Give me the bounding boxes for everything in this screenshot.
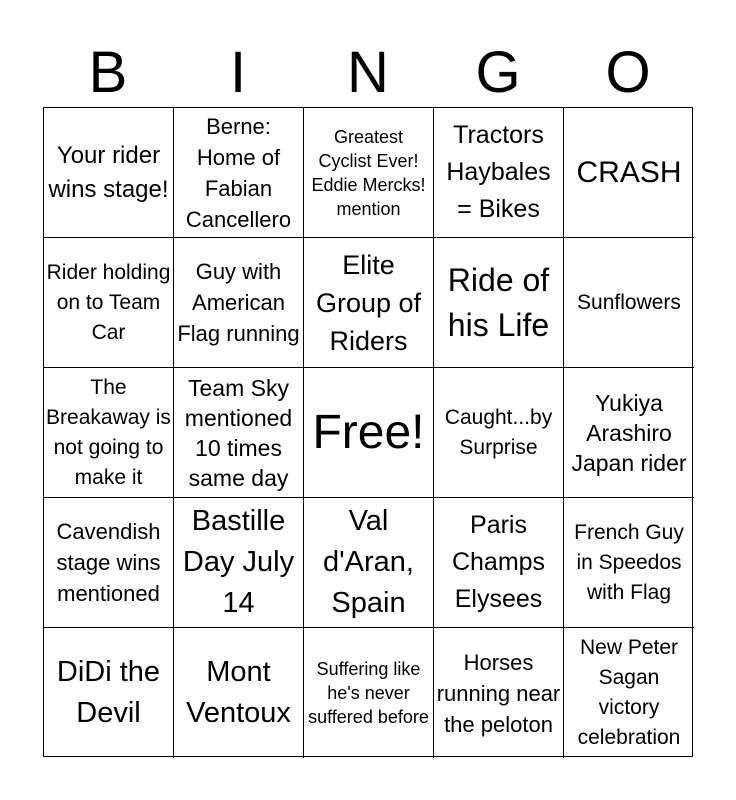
- bingo-cell-r5c2[interactable]: [174, 628, 304, 758]
- bingo-cell-r5c5[interactable]: [564, 628, 694, 758]
- bingo-cell-r3c1[interactable]: [44, 368, 174, 498]
- bingo-cell-text: Guy with American Flag running: [177, 259, 300, 346]
- bingo-cell-text: Berne: Home of Fabian Cancellero: [185, 113, 292, 232]
- header-letter-n: N: [347, 40, 389, 105]
- bingo-cell-text: Bastille Day July 14: [182, 505, 295, 619]
- bingo-cell-text: Yukiya Arashiro Japan rider: [571, 389, 687, 476]
- bingo-cell-free-space[interactable]: [304, 368, 434, 498]
- bingo-cell-r1c3[interactable]: [304, 108, 434, 238]
- bingo-cell-text: The Breakaway is not going to make it: [46, 375, 171, 489]
- header-letter-g: G: [475, 40, 521, 105]
- bingo-cell-text: Your rider wins stage!: [48, 141, 169, 203]
- bingo-cell-text: CRASH: [576, 155, 682, 189]
- bingo-cell-text: French Guy in Speedos with Flag: [574, 520, 684, 604]
- bingo-cell-r3c4[interactable]: [434, 368, 564, 498]
- bingo-card-grid: [43, 107, 693, 757]
- bingo-cell-r4c2[interactable]: [174, 498, 304, 628]
- bingo-cell-r2c1[interactable]: [44, 238, 174, 368]
- bingo-cell-r1c5[interactable]: [564, 108, 694, 238]
- bingo-cell-r4c1[interactable]: [44, 498, 174, 628]
- header-letter-i: I: [229, 40, 247, 105]
- bingo-cell-text: Elite Group of Riders: [315, 249, 422, 356]
- bingo-cell-r1c1[interactable]: [44, 108, 174, 238]
- bingo-cell-text: Mont Ventoux: [186, 656, 291, 729]
- bingo-cell-text: Greatest Cyclist Ever! Eddie Mercks! mention: [311, 126, 426, 219]
- bingo-cell-text: Tractors Haybales = Bikes: [446, 121, 551, 223]
- bingo-cell-r4c5[interactable]: [564, 498, 694, 628]
- bingo-cell-r2c5[interactable]: [564, 238, 694, 368]
- bingo-cell-text: Val d'Aran, Spain: [323, 505, 414, 619]
- bingo-cell-text: Ride of his Life: [447, 261, 550, 343]
- bingo-cell-r1c4[interactable]: [434, 108, 564, 238]
- bingo-cell-text: Team Sky mentioned 10 times same day: [184, 374, 293, 491]
- bingo-cell-text: Caught...by Surprise: [444, 405, 553, 459]
- bingo-cell-text: Paris Champs Elysees: [451, 511, 546, 613]
- bingo-cell-text: Rider holding on to Team Car: [46, 260, 171, 344]
- bingo-cell-text: New Peter Sagan victory celebration: [577, 636, 681, 749]
- bingo-cell-text: DiDi the Devil: [56, 656, 161, 729]
- bingo-cell-r2c3[interactable]: [304, 238, 434, 368]
- bingo-cell-r5c3[interactable]: [304, 628, 434, 758]
- bingo-cell-r4c4[interactable]: [434, 498, 564, 628]
- header-letter-b: B: [88, 40, 128, 105]
- bingo-header: [43, 40, 693, 106]
- bingo-cell-r3c5[interactable]: [564, 368, 694, 498]
- bingo-cell-text: Free!: [312, 405, 425, 459]
- bingo-cell-r2c4[interactable]: [434, 238, 564, 368]
- bingo-cell-text: Sunflowers: [577, 290, 681, 314]
- bingo-cell-r3c2[interactable]: [174, 368, 304, 498]
- bingo-cell-r4c3[interactable]: [304, 498, 434, 628]
- bingo-cell-r5c4[interactable]: [434, 628, 564, 758]
- header-letter-o: O: [605, 40, 651, 105]
- bingo-cell-text: Horses running near the peloton: [436, 649, 561, 737]
- bingo-cell-r2c2[interactable]: [174, 238, 304, 368]
- bingo-cell-text: Cavendish stage wins mentioned: [56, 519, 161, 606]
- bingo-cell-r5c1[interactable]: [44, 628, 174, 758]
- bingo-cell-text: Suffering like he's never suffered before: [308, 659, 429, 727]
- bingo-cell-r1c2[interactable]: [174, 108, 304, 238]
